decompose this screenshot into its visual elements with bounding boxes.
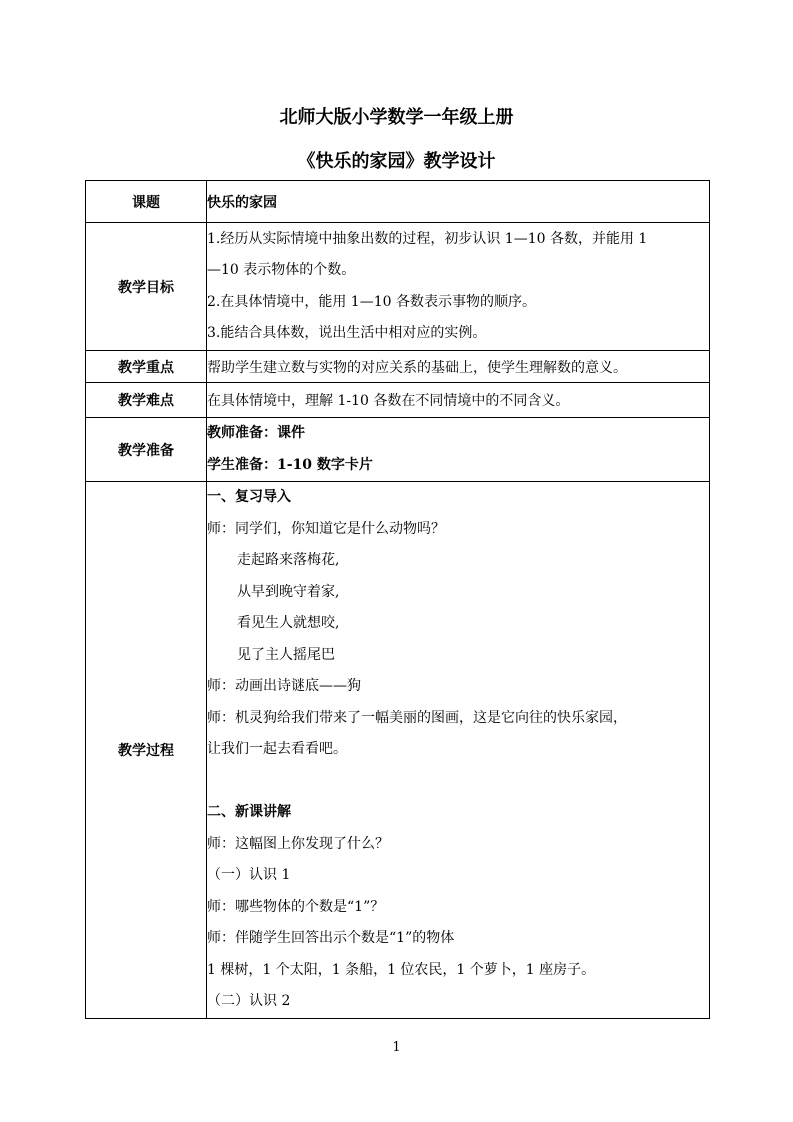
row-objectives bbox=[86, 223, 710, 351]
section-heading: 一、复习导入 bbox=[207, 489, 291, 505]
objective-line: 2.在具体情境中，能用 1—10 各数表示事物的顺序。 bbox=[207, 293, 536, 310]
process-content bbox=[207, 482, 710, 1019]
dialogue-line: 师：动画出诗谜底——狗 bbox=[207, 678, 361, 694]
dialogue-line: 让我们一起去看看吧。 bbox=[207, 741, 347, 757]
dialogue-line: 师：伴随学生回答出示个数是“1”的物体 bbox=[207, 930, 455, 946]
topic-label: 课题 bbox=[86, 181, 207, 223]
lesson-plan-table bbox=[85, 180, 710, 1019]
dialogue-line: 师：哪些物体的个数是“1”？ bbox=[207, 898, 385, 915]
objective-line: 1.经历从实际情境中抽象出数的过程，初步认识 1—10 各数，并能用 1 bbox=[207, 230, 648, 247]
student-preparation: 学生准备：1-10 数字卡片 bbox=[207, 456, 373, 473]
row-key-points bbox=[86, 351, 710, 383]
row-topic bbox=[86, 181, 710, 223]
process-label: 教学过程 bbox=[86, 482, 207, 1019]
subsection-heading: （一）认识 1 bbox=[207, 867, 291, 883]
subsection-heading: （二）认识 2 bbox=[207, 993, 291, 1009]
topic-value: 快乐的家园 bbox=[207, 181, 710, 223]
dialogue-line: 师：机灵狗给我们带来了一幅美丽的图画，这是它向往的快乐家园， bbox=[207, 709, 627, 726]
dialogue-line: 师：同学们，你知道它是什么动物吗？ bbox=[207, 520, 445, 537]
row-preparation bbox=[86, 418, 710, 482]
difficulties-value: 在具体情境中，理解 1-10 各数在不同情境中的不同含义。 bbox=[207, 383, 710, 418]
document-subtitle: 《快乐的家园》教学设计 bbox=[297, 151, 496, 172]
key-points-label: 教学重点 bbox=[86, 351, 207, 383]
riddle-line: 见了主人摇尾巴 bbox=[237, 646, 335, 663]
blank-line bbox=[207, 766, 709, 798]
section-heading: 二、新课讲解 bbox=[207, 804, 291, 820]
objective-line: 3.能结合具体数，说出生活中相对应的实例。 bbox=[207, 325, 487, 341]
teacher-preparation: 教师准备：课件 bbox=[207, 425, 305, 441]
riddle-line: 看见生人就想咬, bbox=[237, 615, 340, 631]
document-title: 北师大版小学数学一年级上册 bbox=[279, 107, 514, 128]
objectives-content bbox=[207, 223, 710, 351]
dialogue-line: 1 棵树，1 个太阳，1 条船，1 位农民，1 个萝卜，1 座房子。 bbox=[207, 961, 596, 978]
riddle-line: 走起路来落梅花, bbox=[237, 552, 340, 568]
row-difficulties bbox=[86, 383, 710, 418]
page-number: 1 bbox=[392, 1040, 401, 1055]
objectives-label: 教学目标 bbox=[86, 223, 207, 351]
row-process bbox=[86, 482, 710, 1019]
key-points-value: 帮助学生建立数与实物的对应关系的基础上，使学生理解数的意义。 bbox=[207, 351, 710, 383]
preparation-label: 教学准备 bbox=[86, 418, 207, 482]
difficulties-label: 教学难点 bbox=[86, 383, 207, 418]
preparation-content bbox=[207, 418, 710, 482]
objective-line: —10 表示物体的个数。 bbox=[207, 262, 356, 278]
riddle-line: 从早到晚守着家, bbox=[237, 583, 340, 600]
dialogue-line: 师：这幅图上你发现了什么？ bbox=[207, 835, 389, 852]
